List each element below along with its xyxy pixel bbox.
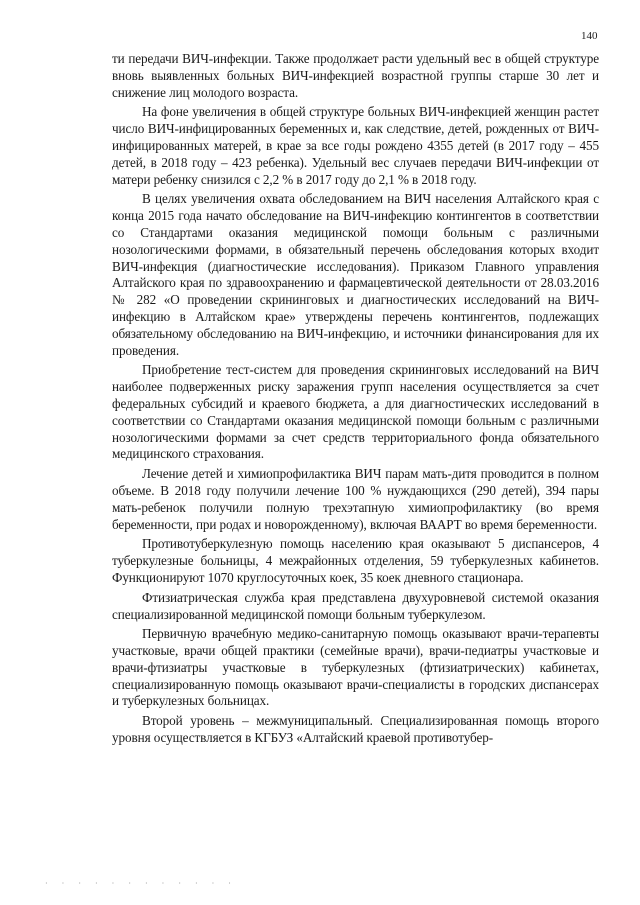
paragraph: Лечение детей и химиопрофилактика ВИЧ парам мать-дитя проводится в полном объеме. В 2018 году получили лечение 100 % нуждающихся (290 детей), 394 пары мать-ребенок получили полную трехэтапную химиопрофилактику (во время беременности, при родах и новорожденному), включая ВААРТ во время беременности. [112, 466, 599, 532]
paragraph: Приобретение тест-систем для проведения скрининговых исследований на ВИЧ наиболее подверженных риску заражения групп населения осуществляется за счет федеральных субсидий и краевого бюджета, а для диагностических исследований в соответствии со Стандартами оказания медицинской помощи больным с различными нозологическими формами за счет средств территориального фонда обязательного медицинского страхования. [112, 362, 599, 462]
scan-artifact: · · · · · · · · · · · · [45, 881, 237, 887]
paragraph: В целях увеличения охвата обследованием на ВИЧ населения Алтайского края с конца 2015 года начато обследование на ВИЧ-инфекцию контингентов в соответствии со Стандартами оказания медицинской помощи больным с различными нозологическими формами, в обязательный перечень обследования которых входит ВИЧ-инфекция (диагностические исследования). Приказом Главного управления Алтайского края по здравоохранению и фармацевтической деятельности от 28.03.2016 № 282 «О проведении скрининговых и диагностических исследований на ВИЧ-инфекцию в Алтайском крае» утверждены перечень контингентов, подлежащих обязательному обследованию на ВИЧ-инфекцию, и источники финансирования для их проведения. [112, 191, 599, 358]
paragraph: Противотуберкулезную помощь населению края оказывают 5 диспансеров, 4 туберкулезные больницы, 4 межрайонных отделения, 59 туберкулезных кабинетов. Функционируют 1070 круглосуточных коек, 35 коек дневного стационара. [112, 536, 599, 585]
paragraph: Первичную врачебную медико-санитарную помощь оказывают врачи-терапевты участковые, врачи общей практики (семейные врачи), врачи-педиатры участковые и врачи-фтизиатры участковые в туберкулезных (фтизиатрических) кабинетах, специализированную помощь оказывают врачи-специалисты в городских диспансерах и туберкулезных больницах. [112, 626, 599, 709]
paragraph: ти передачи ВИЧ-инфекции. Также продолжает расти удельный вес в общей структуре вновь выявленных больных ВИЧ-инфекцией возрастной группы старше 30 лет и снижение лиц молодого возраста. [112, 51, 599, 100]
document-body [112, 51, 599, 747]
paragraph: Второй уровень – межмуниципальный. Специализированная помощь второго уровня осуществляется в КГБУЗ «Алтайский краевой противотубер- [112, 713, 599, 746]
paragraph: На фоне увеличения в общей структуре больных ВИЧ-инфекцией женщин растет число ВИЧ-инфицированных беременных и, как следствие, детей, рожденных от ВИЧ-инфицированных матерей, в крае за все годы рождено 4355 детей (в 2017 году – 455 детей, в 2018 году – 423 ребенка). Удельный вес случаев передачи ВИЧ-инфекции от матери ребенку снизился с 2,2 % в 2017 году до 2,1 % в 2018 году. [112, 104, 599, 187]
paragraph: Фтизиатрическая служба края представлена двухуровневой системой оказания специализированной медицинской помощи больным туберкулезом. [112, 589, 599, 622]
page-number: 140 [581, 30, 598, 42]
